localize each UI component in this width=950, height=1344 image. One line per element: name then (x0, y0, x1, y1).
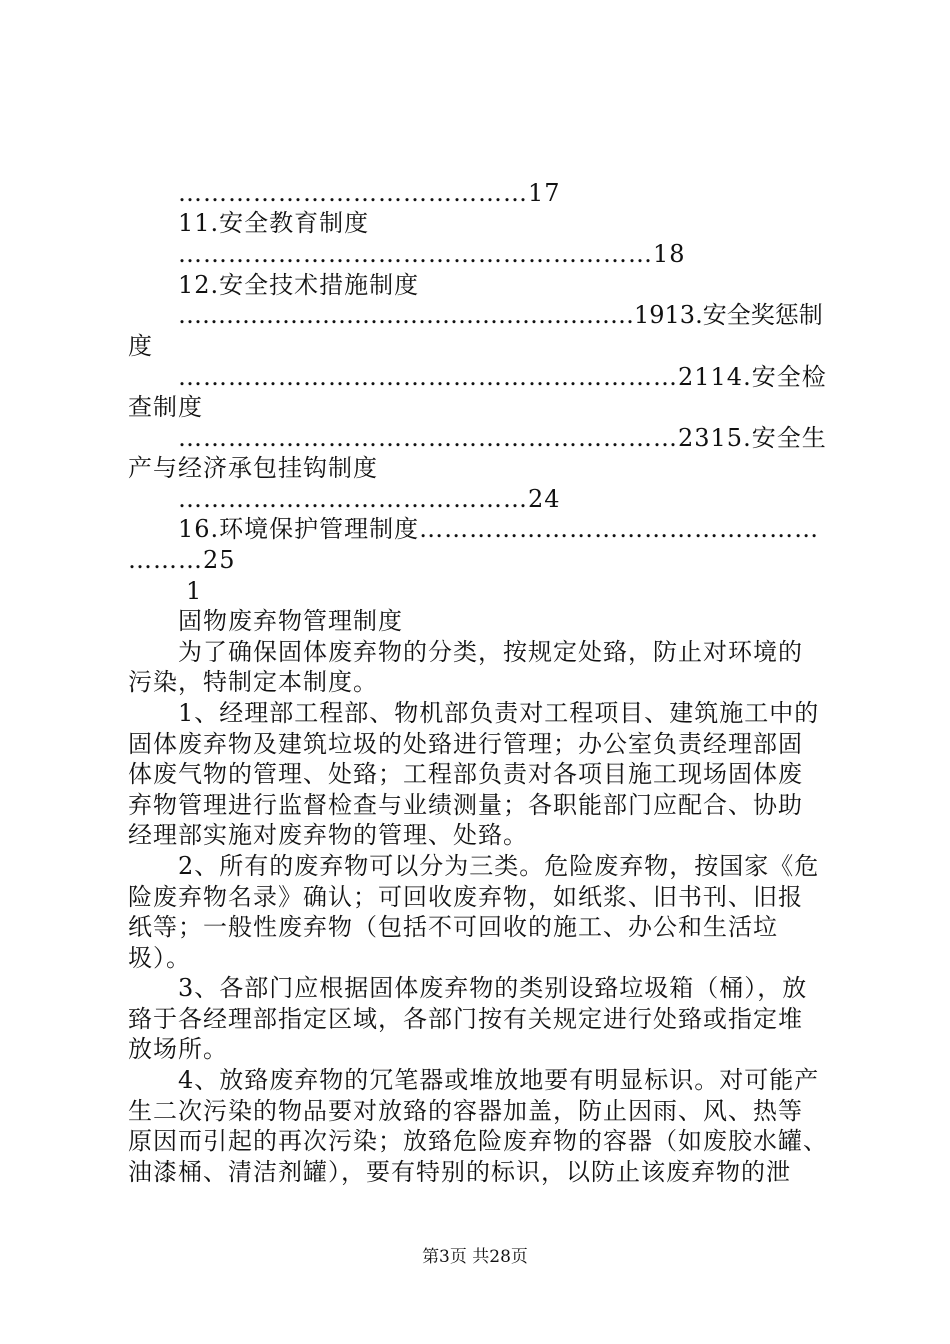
toc-leader-line: ……………………………………………………2315.安全生 (178, 424, 827, 452)
body-line: 险废弃物名录》确认；可回收废弃物，如纸浆、旧书刊、旧报 (128, 883, 803, 911)
body-line: 污染，特制定本制度。 (128, 668, 378, 696)
body-line: 固体废弃物及建筑垃圾的处臵进行管理；办公室负责经理部固 (128, 730, 803, 758)
section-title: 固物废弃物管理制度 (178, 607, 403, 635)
body-line: 弃物管理进行监督检查与业绩测量；各职能部门应配合、协助 (128, 791, 803, 819)
body-line: 为了确保固体废弃物的分类，按规定处臵，防止对环境的 (178, 638, 803, 666)
body-line: 2、所有的废弃物可以分为三类。危险废弃物，按国家《危 (178, 852, 820, 880)
toc-leader-line: …………………………………………………18 (178, 240, 686, 268)
body-line: 3、各部门应根据固体废弃物的类别设臵垃圾箱（桶），放 (178, 974, 808, 1002)
toc-entry: 11.安全教育制度 (178, 209, 370, 237)
toc-leader-line: ……………………………………24 (178, 485, 561, 513)
toc-entry-continued: 产与经济承包挂钩制度 (128, 454, 378, 482)
body-line: 油漆桶、清洁剂罐），要有特别的标识，以防止该废弃物的泄 (128, 1158, 791, 1186)
body-line: 放场所。 (128, 1035, 228, 1063)
body-line: 4、放臵废弃物的冗笔器或堆放地要有明显标识。对可能产 (178, 1066, 820, 1094)
toc-entry: 12.安全技术措施制度 (178, 271, 420, 299)
toc-leader-line: …………………………………………………1913.安全奖惩制 (178, 301, 823, 329)
body-line: 臵于各经理部指定区域，各部门按有关规定进行处臵或指定堆 (128, 1005, 803, 1033)
body-line: 1、经理部工程部、物机部负责对工程项目、建筑施工中的 (178, 699, 820, 727)
toc-leader-line: ……………………………………………………2114.安全检 (178, 363, 827, 391)
body-line: 体废气物的管理、处臵；工程部负责对各项目施工现场固体废 (128, 760, 803, 788)
body-line: 生二次污染的物品要对放臵的容器加盖，防止因雨、风、热等 (128, 1097, 803, 1125)
page-footer: 第3页 共28页 (422, 1247, 528, 1267)
body-line: 经理部实施对废弃物的管理、处臵。 (128, 821, 528, 849)
body-line: 原因而引起的再次污染；放臵危险废弃物的容器（如废胶水罐、 (128, 1127, 828, 1155)
toc-entry-continued: 度 (128, 332, 153, 360)
page-marker: 1 (186, 577, 203, 605)
body-line: 圾）。 (128, 944, 191, 972)
toc-leader-line: ………25 (128, 546, 236, 574)
body-line: 纸等；一般性废弃物（包括不可回收的施工、办公和生活垃 (128, 913, 778, 941)
toc-leader-line: ……………………………………17 (178, 179, 561, 207)
toc-entry-continued: 查制度 (128, 393, 203, 421)
toc-entry: 16.环境保护管理制度………………………………………… (178, 515, 820, 543)
